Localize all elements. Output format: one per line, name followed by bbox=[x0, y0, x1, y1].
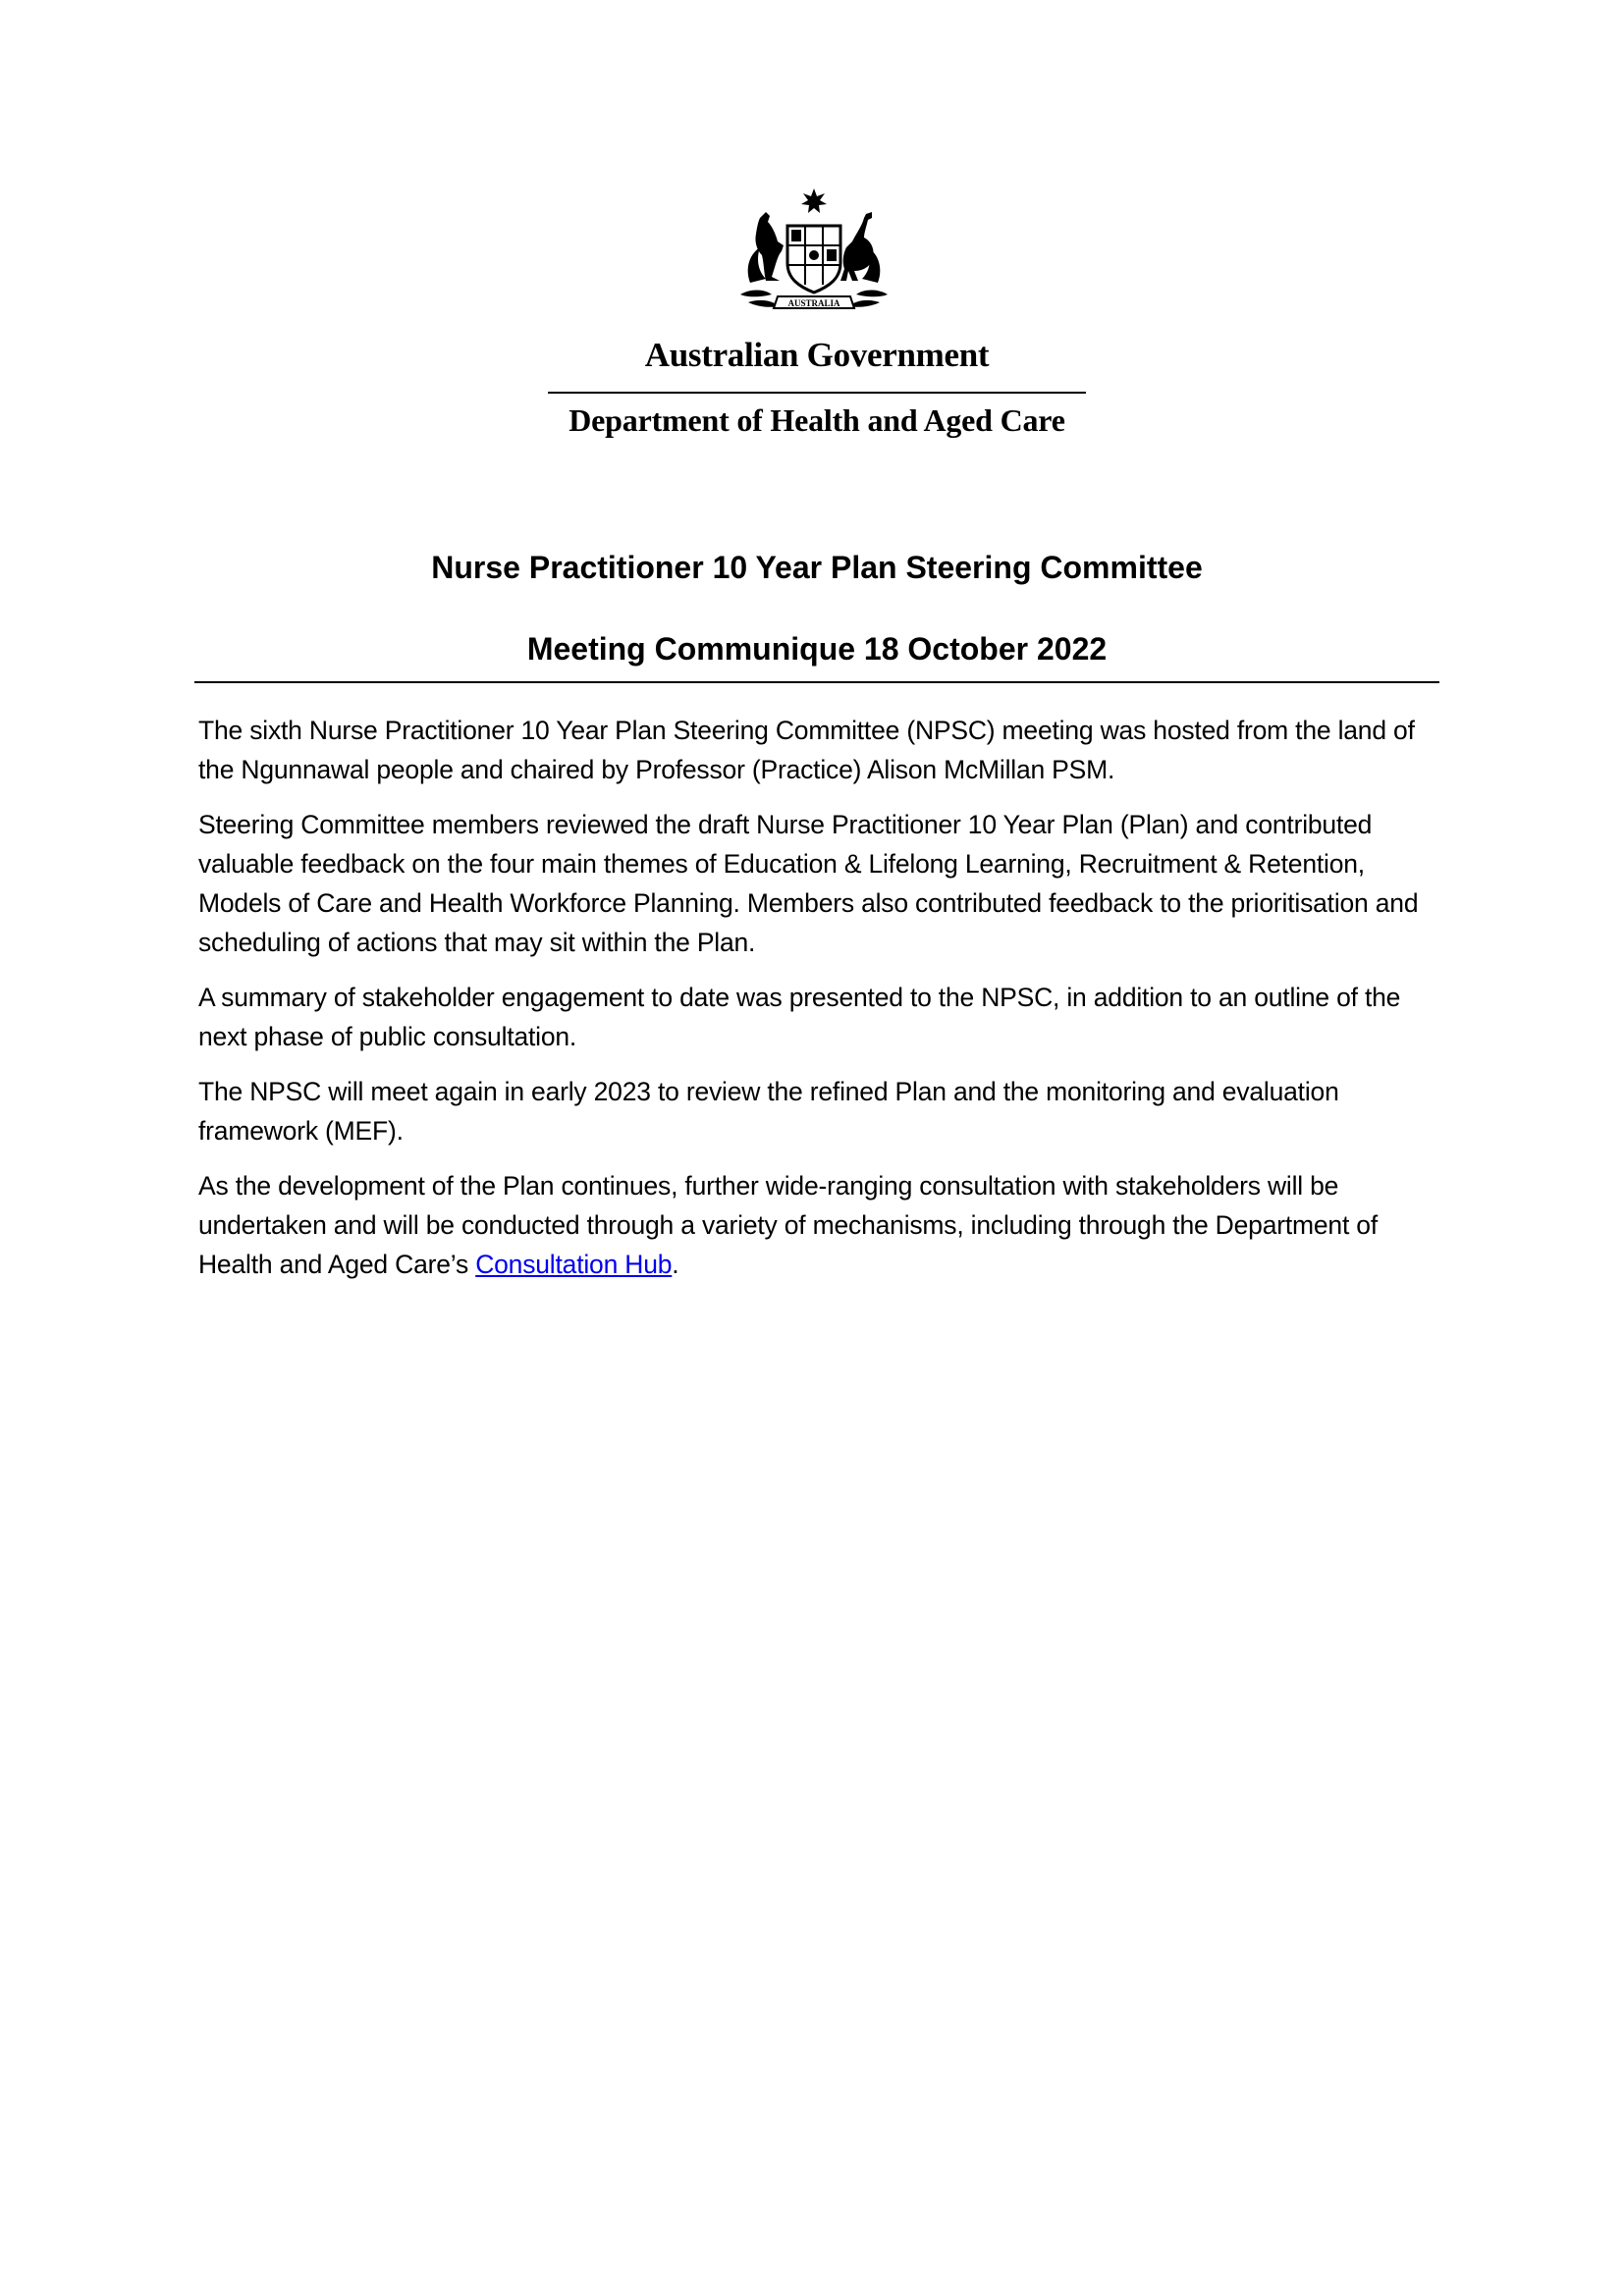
commonwealth-star-icon bbox=[801, 188, 827, 213]
title-divider bbox=[194, 681, 1439, 683]
paragraph-3: A summary of stakeholder engagement to date was presented to the NPSC, in addition to an outline of the next phase of public consultation. bbox=[198, 983, 1401, 1051]
scroll-text: AUSTRALIA bbox=[787, 298, 840, 308]
paragraph-5 bbox=[198, 1166, 1443, 1284]
document-body bbox=[198, 711, 1443, 1300]
document-title: Nurse Practitioner 10 Year Plan Steering Committee bbox=[431, 550, 1203, 585]
consultation-hub-link[interactable]: Consultation Hub bbox=[475, 1250, 673, 1279]
paragraph-5-end: . bbox=[672, 1250, 679, 1279]
logo-divider bbox=[548, 392, 1086, 394]
paragraph-1: The sixth Nurse Practitioner 10 Year Plan Steering Committee (NPSC) meeting was hosted from the land of the Ngunnawal people and chaired by Professor (Practice) Alison McMillan PSM. bbox=[198, 716, 1415, 784]
government-name: Australian Government bbox=[644, 336, 990, 374]
paragraph-5-text: As the development of the Plan continues, further wide-ranging consultation with stakeholders will be undertaken and will be conducted through a variety of mechanisms, including through the Department of Health and Aged Care’s bbox=[198, 1171, 1378, 1279]
government-logo bbox=[548, 187, 1086, 444]
department-name: Department of Health and Aged Care bbox=[568, 402, 1065, 438]
document-subtitle: Meeting Communique 18 October 2022 bbox=[526, 631, 1108, 667]
paragraph-2: Steering Committee members reviewed the draft Nurse Practitioner 10 Year Plan (Plan) and contributed valuable feedback on the four main themes of Education & Lifelong Learning, Recruitment & Retention, Models of Care and Health Workforce Planning. Members also contributed feedback to the prioritisation and scheduling of actions that may sit within the Plan. bbox=[198, 810, 1419, 957]
commonwealth-coat-of-arms-icon bbox=[721, 187, 907, 324]
paragraph-4: The NPSC will meet again in early 2023 to review the refined Plan and the monitoring and evaluation framework (MEF). bbox=[198, 1077, 1339, 1146]
